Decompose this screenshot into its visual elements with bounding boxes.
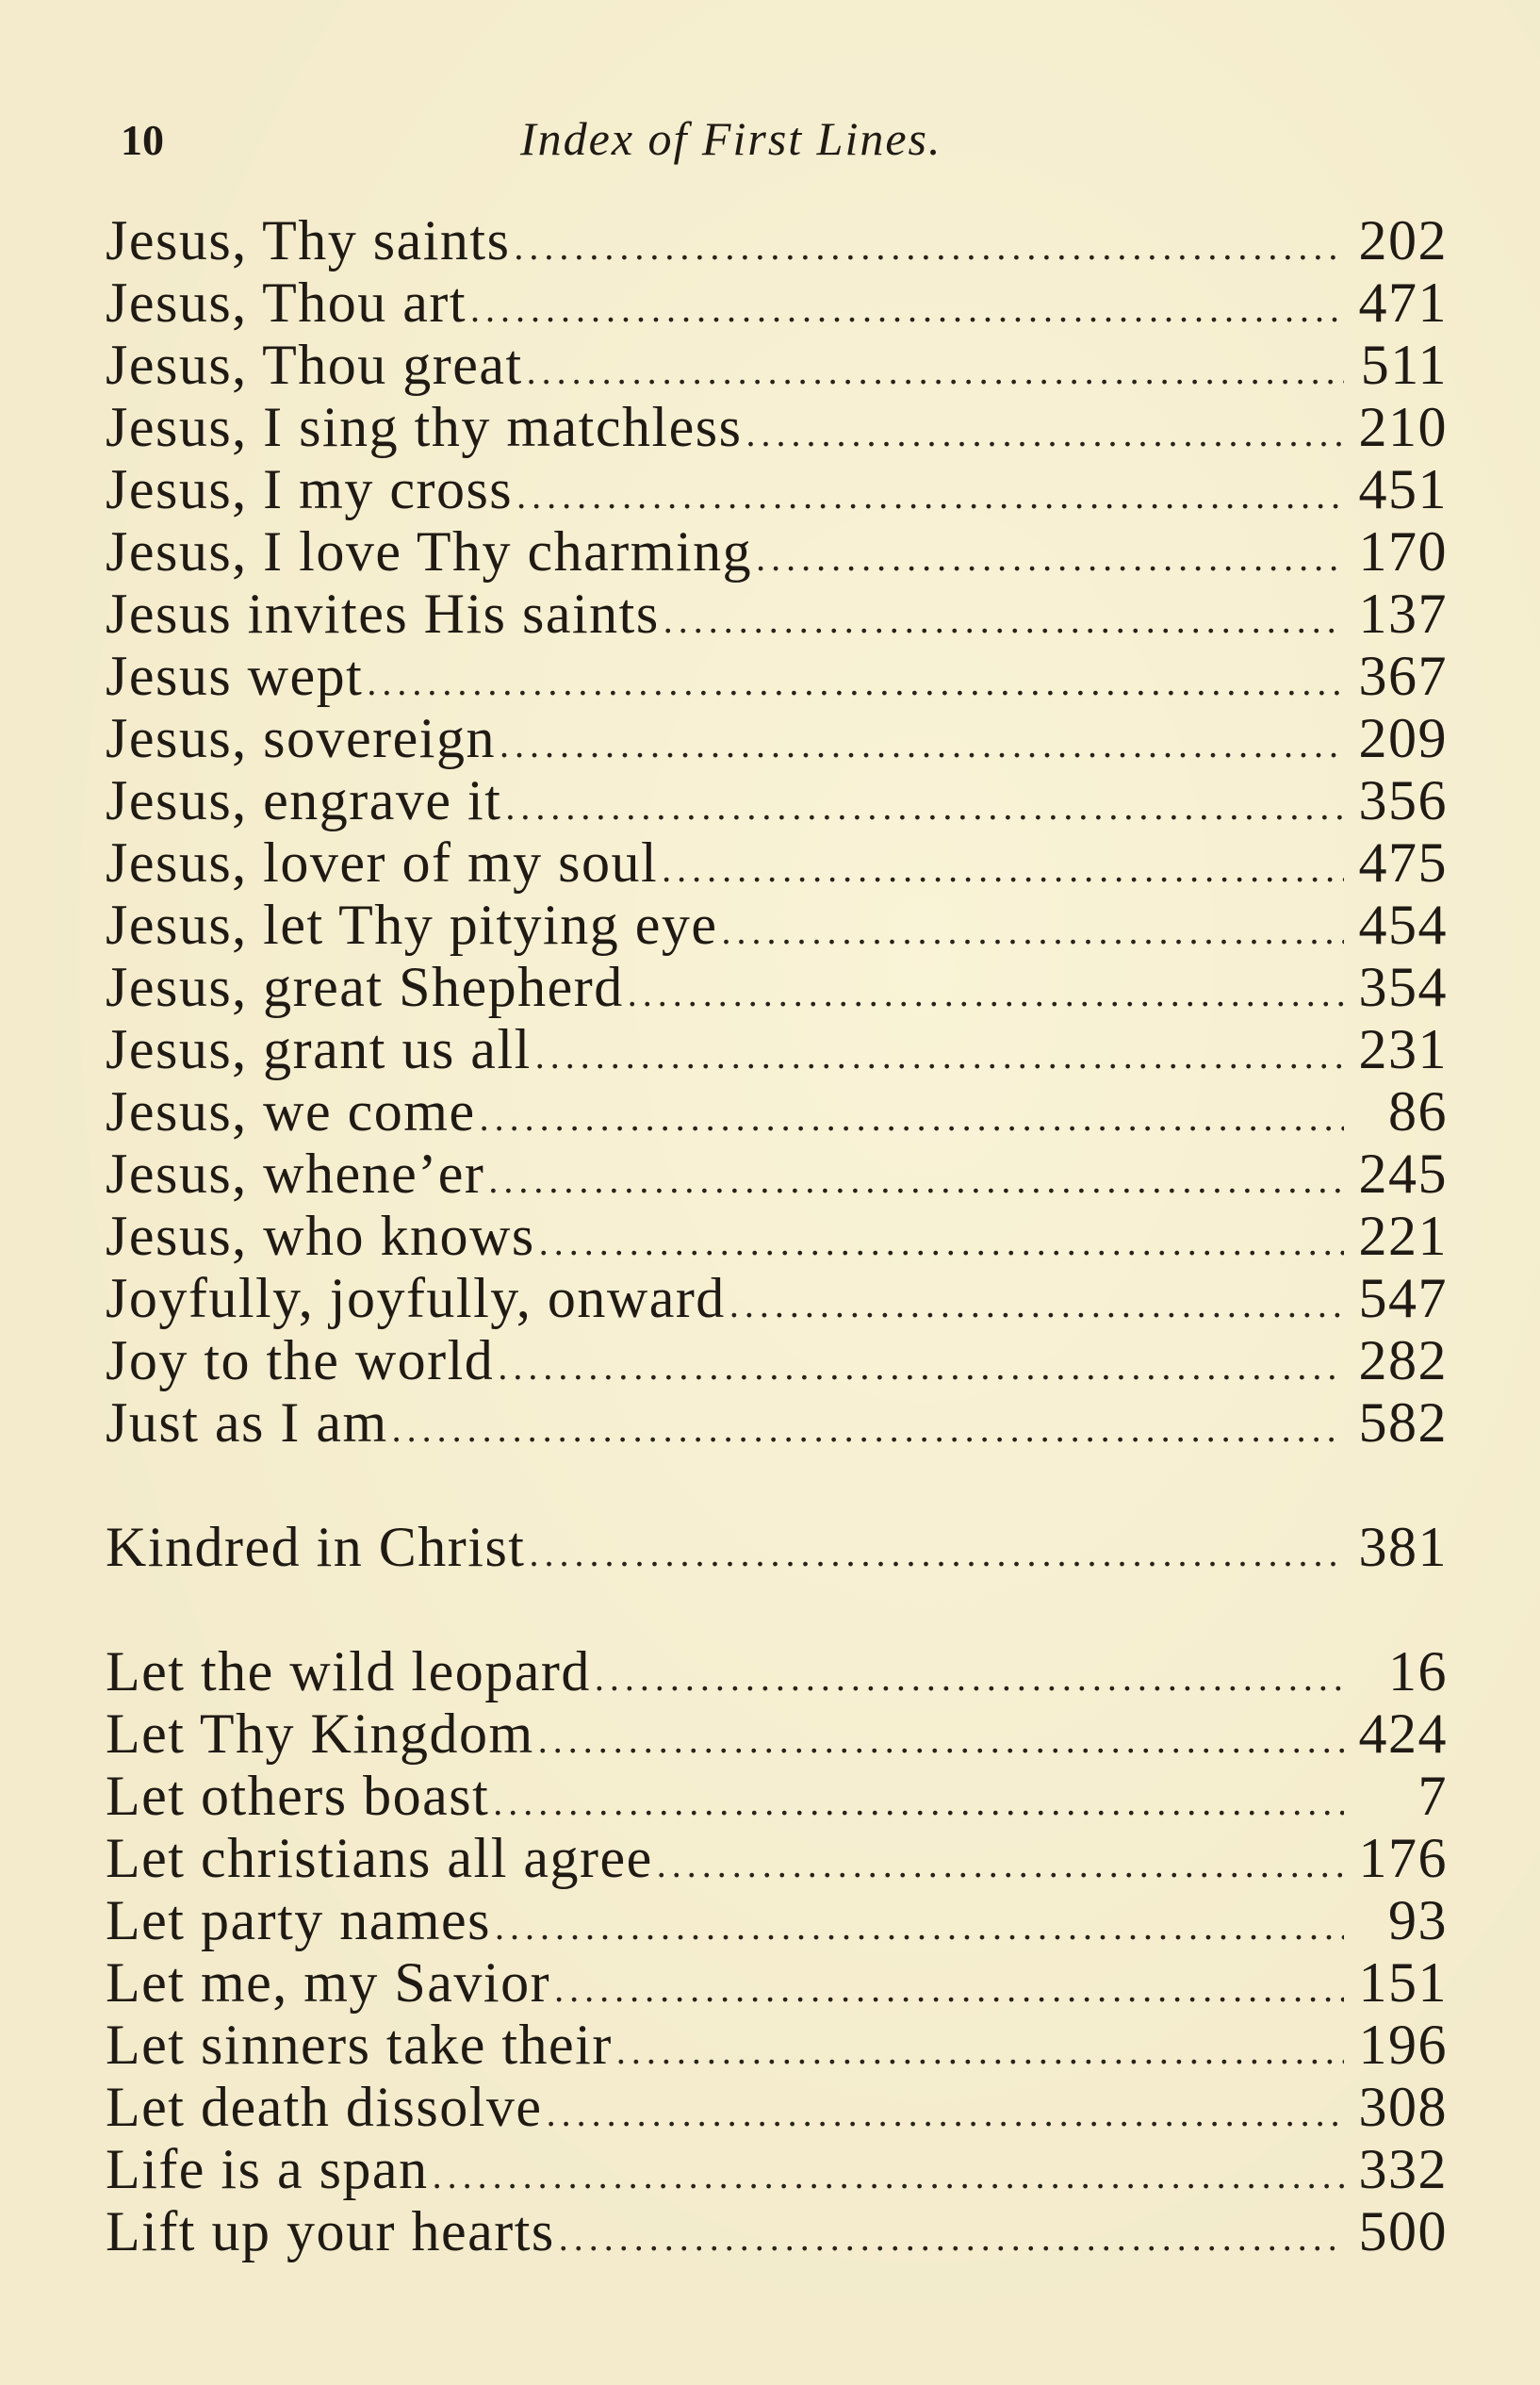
dot-leader	[595, 1659, 1344, 1697]
index-entry	[106, 271, 1448, 334]
hymn-number: 170	[1358, 520, 1448, 583]
first-line: Jesus, I sing thy matchless	[106, 396, 743, 458]
hymn-number: 210	[1358, 396, 1448, 458]
first-line: Let christians all agree	[106, 1827, 653, 1889]
first-line: Jesus, Thou art	[106, 271, 467, 334]
dot-leader	[488, 1161, 1344, 1199]
dot-leader	[554, 1970, 1344, 2008]
dot-leader	[514, 228, 1344, 266]
dot-leader	[527, 353, 1344, 390]
dot-leader	[493, 1784, 1344, 1821]
hymn-number: 16	[1388, 1640, 1448, 1702]
hymn-number: 151	[1358, 1951, 1448, 2014]
index-entry	[106, 1329, 1448, 1391]
index-entry	[106, 458, 1448, 520]
first-line: Jesus, I love Thy charming	[106, 520, 753, 583]
index-entry	[106, 2014, 1448, 2076]
index-entry	[106, 2076, 1448, 2138]
index-entry	[106, 209, 1448, 271]
dot-leader	[500, 726, 1344, 764]
dot-leader	[516, 477, 1344, 515]
hymn-number: 500	[1358, 2200, 1448, 2262]
dot-leader	[628, 975, 1344, 1012]
hymn-number: 245	[1358, 1143, 1448, 1205]
hymn-number: 221	[1358, 1205, 1448, 1267]
first-line: Jesus, I my cross	[106, 458, 514, 520]
first-line: Jesus, who knows	[106, 1205, 535, 1267]
group-spacer	[106, 1578, 1448, 1640]
hymn-number: 282	[1358, 1329, 1448, 1391]
index-entry	[106, 1951, 1448, 2014]
hymn-number: 7	[1417, 1765, 1448, 1827]
index-entry	[106, 1391, 1448, 1454]
hymn-number: 332	[1358, 2138, 1448, 2200]
index-entry	[106, 1205, 1448, 1267]
dot-leader	[722, 913, 1345, 950]
index-entry	[106, 520, 1448, 583]
first-line: Joyfully, joyfully, onward	[106, 1267, 726, 1329]
dot-leader	[664, 601, 1344, 639]
index-entry	[106, 2138, 1448, 2200]
hymn-number: 381	[1358, 1516, 1448, 1578]
first-line: Just as I am	[106, 1391, 388, 1454]
dot-leader	[662, 850, 1344, 888]
first-line: Lift up your hearts	[106, 2200, 555, 2262]
dot-leader	[392, 1410, 1344, 1448]
hymn-number: 547	[1358, 1267, 1448, 1329]
hymn-number: 196	[1358, 2014, 1448, 2076]
first-line: Jesus, Thy saints	[106, 209, 511, 271]
index-entry	[106, 1765, 1448, 1827]
first-line: Let me, my Savior	[106, 1951, 551, 2014]
hymn-number: 451	[1358, 458, 1448, 520]
first-line: Kindred in Christ	[106, 1516, 526, 1578]
hymn-number: 86	[1388, 1080, 1448, 1143]
hymn-number: 354	[1358, 956, 1448, 1018]
dot-leader	[657, 1846, 1344, 1883]
dot-leader	[480, 1099, 1344, 1137]
hymn-number: 202	[1358, 209, 1448, 271]
first-line: Jesus, let Thy pitying eye	[106, 894, 718, 956]
first-line: Jesus, Thou great	[106, 334, 523, 396]
dot-leader	[498, 1348, 1344, 1386]
dot-leader	[559, 2219, 1344, 2257]
hymn-number: 93	[1388, 1889, 1448, 1951]
index-entry	[106, 1143, 1448, 1205]
first-line: Jesus, sovereign	[106, 707, 496, 769]
hymn-number: 511	[1360, 334, 1448, 396]
hymn-number: 475	[1358, 831, 1448, 894]
first-line: Let the wild leopard	[106, 1640, 591, 1702]
index-of-first-lines	[106, 209, 1448, 2262]
first-line: Let party names	[106, 1889, 492, 1951]
hymn-number: 137	[1358, 583, 1448, 645]
hymn-number: 424	[1358, 1702, 1448, 1765]
first-line: Let Thy Kingdom	[106, 1702, 534, 1765]
first-line: Jesus, lover of my soul	[106, 831, 659, 894]
dot-leader	[529, 1535, 1344, 1572]
first-line: Jesus, grant us all	[106, 1018, 532, 1080]
hymn-number: 454	[1358, 894, 1448, 956]
first-line: Joy to the world	[106, 1329, 495, 1391]
index-entry	[106, 1827, 1448, 1889]
dot-leader	[616, 2032, 1344, 2070]
index-entry	[106, 1018, 1448, 1080]
hymn-number: 471	[1358, 271, 1448, 334]
index-entry	[106, 583, 1448, 645]
first-line: Jesus, engrave it	[106, 769, 502, 831]
group-spacer	[106, 1454, 1448, 1516]
first-line: Let sinners take their	[106, 2014, 613, 2076]
hymn-number: 231	[1358, 1018, 1448, 1080]
dot-leader	[538, 1721, 1344, 1759]
first-line: Jesus, great Shepherd	[106, 956, 624, 1018]
first-line: Jesus, whene’er	[106, 1143, 485, 1205]
dot-leader	[535, 1037, 1344, 1075]
page-header	[115, 111, 1434, 177]
hymn-number: 176	[1358, 1827, 1448, 1889]
index-entry	[106, 1640, 1448, 1702]
first-line: Let others boast	[106, 1765, 490, 1827]
index-entry	[106, 396, 1448, 458]
first-line: Jesus wept	[106, 645, 364, 707]
dot-leader	[756, 539, 1344, 577]
dot-leader	[745, 415, 1344, 452]
dot-leader	[433, 2157, 1344, 2195]
first-line: Jesus, we come	[106, 1080, 476, 1143]
index-entry	[106, 769, 1448, 831]
index-entry	[106, 1267, 1448, 1329]
index-entry	[106, 831, 1448, 894]
dot-leader	[470, 290, 1344, 328]
hymn-number: 209	[1358, 707, 1448, 769]
hymn-number: 308	[1358, 2076, 1448, 2138]
index-entry	[106, 1516, 1448, 1578]
first-line: Jesus invites His saints	[106, 583, 660, 645]
index-entry	[106, 707, 1448, 769]
hymn-number: 367	[1358, 645, 1448, 707]
index-entry	[106, 1889, 1448, 1951]
index-entry	[106, 645, 1448, 707]
index-entry	[106, 1080, 1448, 1143]
dot-leader	[539, 1224, 1344, 1261]
index-entry	[106, 1702, 1448, 1765]
dot-leader	[495, 1908, 1344, 1946]
dot-leader	[547, 2095, 1344, 2132]
index-entry	[106, 334, 1448, 396]
first-line: Let death dissolve	[106, 2076, 543, 2138]
index-entry	[106, 2200, 1448, 2262]
first-line: Life is a span	[106, 2138, 429, 2200]
index-entry	[106, 956, 1448, 1018]
running-title: Index of First Lines.	[520, 112, 942, 165]
hymn-number: 582	[1358, 1391, 1448, 1454]
index-entry	[106, 894, 1448, 956]
dot-leader	[729, 1286, 1344, 1324]
page-number: 10	[121, 116, 164, 164]
dot-leader	[505, 788, 1344, 826]
hymn-number: 356	[1358, 769, 1448, 831]
dot-leader	[367, 664, 1344, 701]
